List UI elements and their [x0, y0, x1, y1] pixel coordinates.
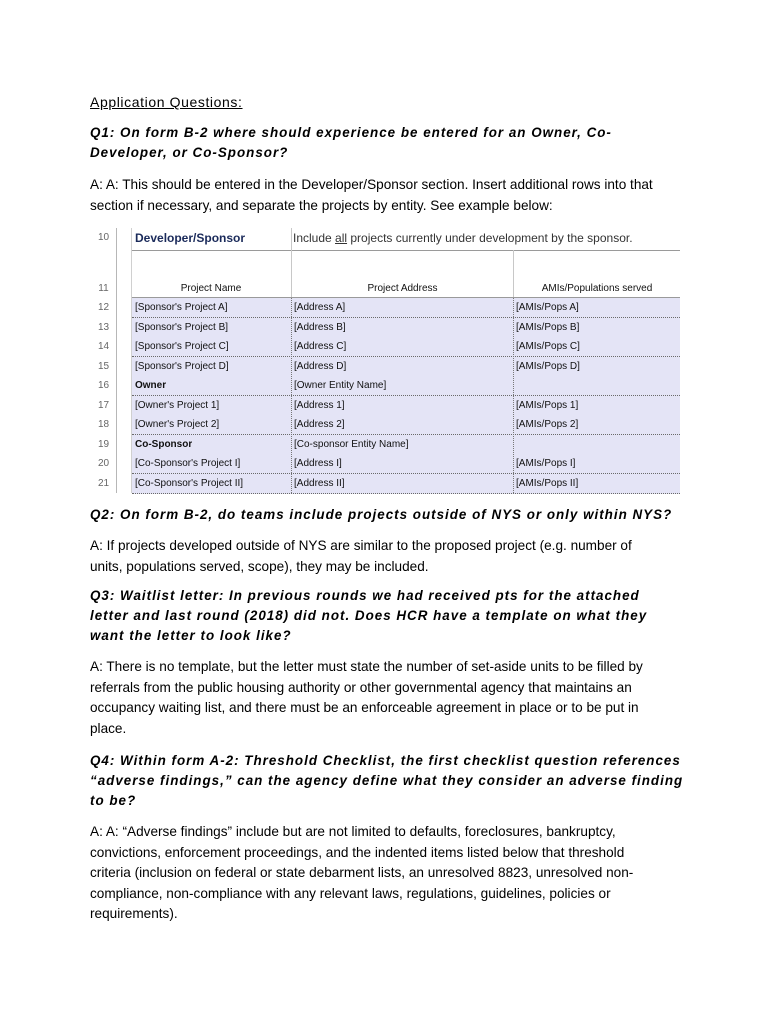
question-4-line-3: to be? [90, 793, 137, 808]
cell-project-address: [Owner Entity Name] [294, 380, 387, 391]
row-number: 15 [97, 360, 110, 372]
cell-project-address: [Address 1] [294, 399, 345, 411]
grid-margin-column [117, 228, 132, 493]
answer-4-line-3: criteria (inclusion on federal or state debarment lists, an unresolved 8823, unresolved non- [90, 865, 634, 880]
cell-amis: [AMIs/Pops D] [516, 360, 580, 372]
sheet-header-note-post: projects currently under development by the sponsor. [347, 231, 633, 245]
answer-4-line-5: requirements). [90, 906, 178, 921]
sheet-header-note [293, 231, 633, 245]
answer-3-line-4: place. [90, 720, 127, 736]
header-divider [132, 250, 680, 251]
cell-project-address: [Address B] [294, 321, 346, 333]
sheet-header-note-pre: Include [293, 231, 336, 245]
row-number: 11 [98, 283, 109, 294]
question-4 [90, 751, 700, 811]
row-number: 10 [97, 232, 110, 243]
column-header-amis: AMIs/Populations served [541, 283, 653, 294]
question-3-line-2: letter and last round (2018) did not. Does HCR have a template on what they [90, 608, 648, 623]
cell-project-name: [Co-Sponsor's Project I] [135, 458, 241, 469]
cell-project-name: [Sponsor's Project D] [135, 360, 229, 372]
table-row [132, 376, 680, 396]
col-header-divider-1 [291, 250, 292, 298]
spreadsheet-example [91, 228, 680, 493]
cell-project-address: [Address II] [294, 477, 345, 489]
cell-project-address: [Address I] [294, 458, 342, 469]
question-4-line-2: “adverse findings,” can the agency define what they consider an adverse finding [90, 773, 684, 788]
row-number: 12 [97, 302, 110, 313]
cell-project-address: [Address D] [294, 360, 347, 372]
question-3-line-1: Q3: Waitlist letter: In previous rounds we had received pts for the attached [90, 588, 640, 603]
cell-project-address: [Address C] [294, 341, 347, 352]
cell-project-address: [Address 2] [294, 419, 345, 430]
answer-1-line-2: section if necessary, and separate the projects by entity. See example below: [90, 197, 553, 213]
answer-4-line-4: compliance, non-compliance with any relevant laws, regulations, guidelines, policies or [90, 885, 611, 901]
cell-amis: [AMIs/Pops A] [516, 302, 579, 313]
cell-project-name: [Owner's Project 1] [135, 399, 220, 411]
cell-project-name: [Sponsor's Project C] [135, 341, 229, 352]
row-number: 18 [97, 419, 110, 430]
question-3-line-3: want the letter to look like? [90, 628, 292, 643]
question-4-line-1: Q4: Within form A-2: Threshold Checklist, the first checklist question references [90, 753, 681, 768]
row-number: 19 [97, 438, 110, 450]
answer-3-line-2: referrals from the public housing authority or other governmental agency that maintains an [90, 679, 632, 695]
answer-3-line-1: A: There is no template, but the letter must state the number of set-aside units to be filled by [90, 659, 643, 674]
cell-project-name: Owner [135, 380, 167, 391]
cell-amis: [AMIs/Pops 1] [516, 399, 579, 411]
answer-1 [90, 175, 690, 216]
cell-project-name: [Sponsor's Project B] [135, 321, 229, 333]
cell-project-name: [Sponsor's Project A] [135, 302, 228, 313]
answer-1-line-1: A: A: This should be entered in the Developer/Sponsor section. Insert additional rows into that [90, 177, 653, 192]
cell-project-name: Co-Sponsor [135, 438, 193, 450]
row-number: 13 [97, 321, 110, 333]
cell-amis: [AMIs/Pops B] [516, 321, 580, 333]
column-header-project-name: Project Name [180, 283, 242, 294]
answer-4-line-1: A: A: “Adverse findings” include but are not limited to defaults, foreclosures, bankruptcy, [90, 824, 616, 839]
row-number: 17 [97, 399, 110, 411]
cell-project-name: [Owner's Project 2] [135, 419, 220, 430]
question-2-line-1: Q2: On form B-2, do teams include projects outside of NYS or only within NYS? [90, 507, 673, 522]
section-heading: Application Questions: [90, 94, 243, 110]
question-1-line-1: Q1: On form B-2 where should experience be entered for an Owner, Co- [90, 125, 612, 140]
answer-3-line-3: occupancy waiting list, and there must be an enforceable agreement in place or to be put in [90, 700, 639, 715]
question-2 [90, 505, 700, 525]
row-number: 16 [97, 380, 110, 391]
cell-amis: [AMIs/Pops II] [516, 477, 579, 489]
sheet-header-title: Developer/Sponsor [135, 231, 246, 245]
header-cell-divider [291, 228, 292, 250]
col-header-divider-2 [513, 250, 514, 298]
question-1-line-2: Developer, or Co-Sponsor? [90, 145, 289, 160]
cell-amis: [AMIs/Pops 2] [516, 419, 579, 430]
cell-project-address: [Co-sponsor Entity Name] [294, 438, 409, 450]
answer-4-line-2: convictions, enforcement proceedings, and the indented items listed below that threshold [90, 844, 625, 860]
question-3 [90, 586, 700, 646]
column-divider-2 [513, 298, 514, 493]
cell-amis: [AMIs/Pops C] [516, 341, 580, 352]
cell-amis: [AMIs/Pops I] [516, 458, 576, 469]
cell-project-address: [Address A] [294, 302, 346, 313]
cell-project-name: [Co-Sponsor's Project II] [135, 477, 244, 489]
row-number: 21 [97, 477, 110, 489]
answer-2-line-2: units, populations served, scope), they may be included. [90, 558, 429, 574]
row-number: 14 [97, 341, 110, 352]
answer-2-line-1: A: If projects developed outside of NYS are similar to the proposed project (e.g. number of [90, 538, 632, 553]
sheet-header-note-all: all [335, 231, 348, 245]
row-number: 20 [97, 458, 110, 469]
answer-2 [90, 536, 690, 577]
column-header-project-address: Project Address [367, 283, 438, 294]
column-divider-1 [291, 298, 292, 493]
question-1 [90, 123, 700, 163]
answer-3 [90, 657, 690, 739]
answer-4 [90, 822, 690, 925]
